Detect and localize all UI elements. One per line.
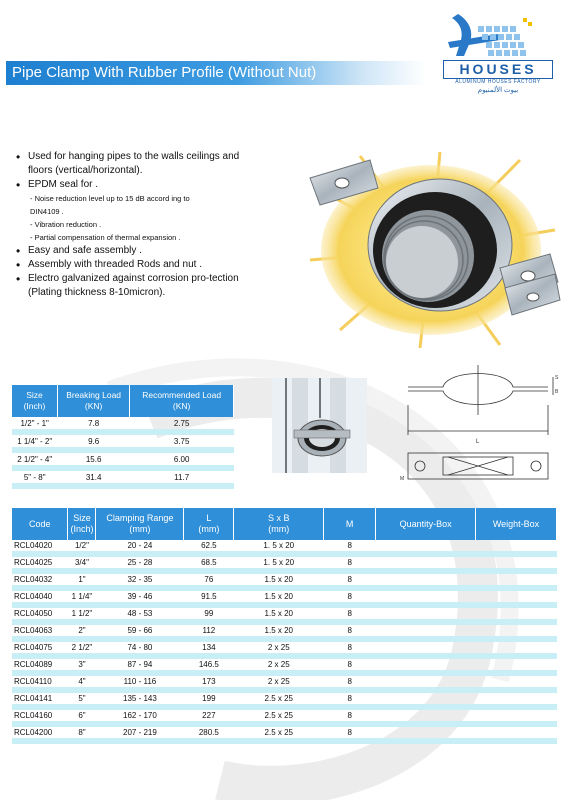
product-table-cell: 146.5 — [198, 660, 219, 669]
product-table-cell — [376, 676, 476, 687]
product-table-cell: 2 x 25 — [267, 677, 290, 686]
load-table-body — [12, 417, 234, 489]
product-table-row — [12, 693, 557, 704]
product-table-cell — [376, 693, 476, 704]
product-table-cell: RCL04141 — [14, 694, 53, 703]
product-table-cell: 1.5 x 20 — [264, 575, 293, 584]
load-col-breaking: Breaking Load (KN) — [57, 385, 129, 417]
product-table-cell: 8 — [347, 660, 352, 669]
features-list — [16, 150, 266, 300]
product-table-cell: 1.5 x 20 — [264, 609, 293, 618]
load-table-cell: 5" - 8" — [23, 472, 46, 482]
technical-drawing — [398, 365, 563, 500]
product-table-cell: 8 — [347, 728, 352, 737]
product-table-cell — [376, 625, 476, 636]
product-table-cell — [476, 557, 557, 568]
product-table-cell: 2.5 x 25 — [264, 694, 293, 703]
product-table-cell: 1" — [78, 575, 86, 584]
product-table-cell — [376, 540, 476, 551]
product-table-cell: RCL04040 — [14, 592, 53, 601]
product-table-cell — [376, 710, 476, 721]
logo-wordmark: HOUSES — [443, 60, 553, 79]
subfeature-item: - Partial compensation of thermal expansion . — [30, 233, 181, 242]
load-table — [12, 385, 234, 489]
product-table-cell — [476, 591, 557, 602]
load-col-recommended: Recommended Load (KN) — [130, 385, 234, 417]
product-table-cell — [476, 710, 557, 721]
drawing-label-l: L — [476, 439, 480, 445]
product-table-cell: 3" — [78, 660, 86, 669]
drawing-label-b: B — [555, 389, 559, 395]
product-table-cell: 8 — [347, 643, 352, 652]
product-table-cell: 227 — [202, 711, 216, 720]
product-table-cell: 6" — [78, 711, 86, 720]
product-table-cell: 199 — [202, 694, 216, 703]
load-table-cell: 3.75 — [173, 436, 190, 446]
product-table-body — [12, 540, 557, 744]
product-table-cell: 1 1/2" — [71, 609, 93, 618]
load-table-row — [12, 435, 234, 447]
subfeature-item: - Vibration reduction . — [30, 220, 102, 229]
feature-item: • Easy and safe assembly . — [16, 244, 266, 258]
product-table-cell: 2 1/2" — [71, 643, 93, 652]
product-table-cell: 62.5 — [201, 541, 217, 550]
load-table-cell: 11.7 — [174, 472, 190, 482]
product-table-row — [12, 727, 557, 738]
product-table-cell: RCL04200 — [14, 728, 53, 737]
subfeature-item: - Noise reduction level up to 15 dB accord ing to — [30, 194, 190, 203]
product-table-row — [12, 557, 557, 568]
product-table-cell — [476, 642, 557, 653]
product-table-cell: RCL04020 — [14, 541, 53, 550]
load-table-cell: 1 1/4" - 2" — [17, 436, 53, 446]
feature-item: • Assembly with threaded Rods and nut . — [16, 258, 266, 272]
product-table-cell: 8 — [347, 626, 352, 635]
product-table-cell: 207 - 219 — [123, 728, 157, 737]
logo-subtitle: ALUMINUM HOUSES FACTORY — [455, 79, 541, 85]
product-table-cell: 76 — [204, 575, 214, 584]
product-table-cell: 59 - 66 — [127, 626, 153, 635]
product-table-cell: 8 — [347, 711, 352, 720]
product-table-cell: 48 - 53 — [127, 609, 153, 618]
product-table-cell: RCL04089 — [14, 660, 53, 669]
product-table-row — [12, 642, 557, 653]
product-table-cell: 2.5 x 25 — [264, 728, 293, 737]
load-table-cell: 15.6 — [85, 454, 102, 464]
product-table-cell: 32 - 35 — [127, 575, 153, 584]
product-table-header-row — [12, 508, 557, 540]
product-table-row — [12, 710, 557, 721]
product-table-cell — [376, 557, 476, 568]
product-table-cell: 3/4" — [74, 558, 89, 567]
product-table-cell: RCL04050 — [14, 609, 53, 618]
load-table-cell: 6.00 — [173, 454, 190, 464]
product-table-cell — [376, 608, 476, 619]
product-table-cell: 25 - 28 — [127, 558, 153, 567]
drawing-label-s: S — [555, 375, 559, 381]
row-divider — [12, 483, 234, 489]
product-table-cell: 2 x 25 — [267, 643, 290, 652]
product-table-cell: 135 - 143 — [123, 694, 157, 703]
product-table-cell: 5" — [78, 694, 86, 703]
product-table-cell: 8 — [347, 558, 352, 567]
product-table-row — [12, 625, 557, 636]
load-table-row — [12, 453, 234, 465]
load-table-cell: 31.4 — [85, 472, 102, 482]
product-table-cell: 8 — [347, 694, 352, 703]
product-table-cell — [476, 659, 557, 670]
product-table-cell: RCL04160 — [14, 711, 53, 720]
product-table-cell: 4" — [78, 677, 86, 686]
product-table-cell — [376, 574, 476, 585]
prod-col-weight: Weight-Box — [476, 508, 557, 540]
product-table-cell: 1. 5 x 20 — [263, 558, 295, 567]
product-table-cell: 162 - 170 — [123, 711, 157, 720]
product-table-cell: 1.5 x 20 — [264, 626, 293, 635]
product-table-cell: 1.5 x 20 — [264, 592, 293, 601]
product-table-cell: 8" — [78, 728, 86, 737]
product-table-cell — [376, 591, 476, 602]
product-table-cell: 20 - 24 — [127, 541, 153, 550]
product-table-cell — [476, 676, 557, 687]
product-table-cell: 99 — [204, 609, 214, 618]
product-table-row — [12, 659, 557, 670]
load-table-cell: 2 1/2" - 4" — [17, 454, 53, 464]
product-table-cell: 91.5 — [201, 592, 217, 601]
page-title: Pipe Clamp With Rubber Profile (Without Nut) — [12, 64, 317, 81]
installed-clamp-image — [272, 378, 367, 473]
product-table-cell: 8 — [347, 677, 352, 686]
product-table-cell: RCL04075 — [14, 643, 53, 652]
load-table-cell: 9.6 — [88, 436, 100, 446]
prod-col-clamping: Clamping Range (mm) — [96, 508, 184, 540]
product-table-cell — [476, 540, 557, 551]
product-table-cell: RCL04110 — [14, 677, 52, 686]
feature-item: • Electro galvanized against corrosion pro-tection (Plating thickness 8-10micron). — [16, 272, 266, 300]
load-table-row — [12, 417, 234, 429]
product-table-cell: 68.5 — [201, 558, 217, 567]
product-table-cell — [376, 642, 476, 653]
feature-item: • EPDM seal for . — [16, 178, 266, 192]
product-table-cell: 8 — [347, 575, 352, 584]
load-table-cell: 7.8 — [88, 418, 100, 428]
pipe-clamp-image — [300, 150, 562, 350]
product-table-cell — [476, 693, 557, 704]
prod-col-code: Code — [12, 508, 68, 540]
product-table-cell — [376, 659, 476, 670]
prod-col-qty: Quantity-Box — [376, 508, 476, 540]
product-table-cell: 110 - 116 — [123, 677, 157, 686]
prod-col-size: Size (Inch) — [68, 508, 96, 540]
product-table-cell: RCL04063 — [14, 626, 53, 635]
product-table-cell: RCL04025 — [14, 558, 53, 567]
prod-col-m: M — [324, 508, 376, 540]
product-table-row — [12, 676, 557, 687]
product-table-row — [12, 608, 557, 619]
product-table-row — [12, 574, 557, 585]
product-table-cell — [476, 727, 557, 738]
load-table-header-row — [12, 385, 234, 417]
product-table-cell — [376, 727, 476, 738]
load-col-size: Size (Inch) — [12, 385, 57, 417]
product-table-cell: 39 - 46 — [127, 592, 153, 601]
load-table-cell: 2.75 — [173, 418, 190, 428]
prod-col-sxb: S x B (mm) — [234, 508, 324, 540]
product-table-cell: 74 - 80 — [127, 643, 153, 652]
product-table-cell: 134 — [202, 643, 216, 652]
product-table-cell: RCL04032 — [14, 575, 53, 584]
product-table-row — [12, 591, 557, 602]
load-table-cell: 1/2" - 1" — [20, 418, 49, 428]
product-table-cell — [476, 574, 557, 585]
product-table-cell: 2 x 25 — [267, 660, 290, 669]
product-table-cell: 2" — [78, 626, 86, 635]
logo-arabic-text: بيوت الألمنيوم — [477, 87, 519, 94]
product-table-cell — [476, 625, 557, 636]
drawing-label-m: M — [400, 476, 405, 482]
product-table-cell: 1/2" — [74, 541, 89, 550]
product-table-cell: 8 — [347, 592, 352, 601]
product-table — [12, 508, 557, 744]
product-table-cell: 280.5 — [198, 728, 219, 737]
product-table-cell: 112 — [202, 626, 216, 635]
subfeature-item: DIN4109 . — [30, 207, 64, 216]
product-table-row — [12, 540, 557, 551]
product-table-cell: 87 - 94 — [127, 660, 153, 669]
product-table-cell: 8 — [347, 541, 352, 550]
product-table-cell: 8 — [347, 609, 352, 618]
product-table-cell — [476, 608, 557, 619]
load-table-row — [12, 471, 234, 483]
prod-col-l: L (mm) — [184, 508, 234, 540]
product-table-cell: 173 — [202, 677, 216, 686]
feature-item: • Used for hanging pipes to the walls ceilings and floors (vertical/horizontal). — [16, 150, 266, 178]
product-table-cell: 2.5 x 25 — [264, 711, 293, 720]
product-table-cell: 1. 5 x 20 — [263, 541, 295, 550]
row-divider — [12, 738, 557, 744]
product-table-cell: 1 1/4" — [71, 592, 93, 601]
